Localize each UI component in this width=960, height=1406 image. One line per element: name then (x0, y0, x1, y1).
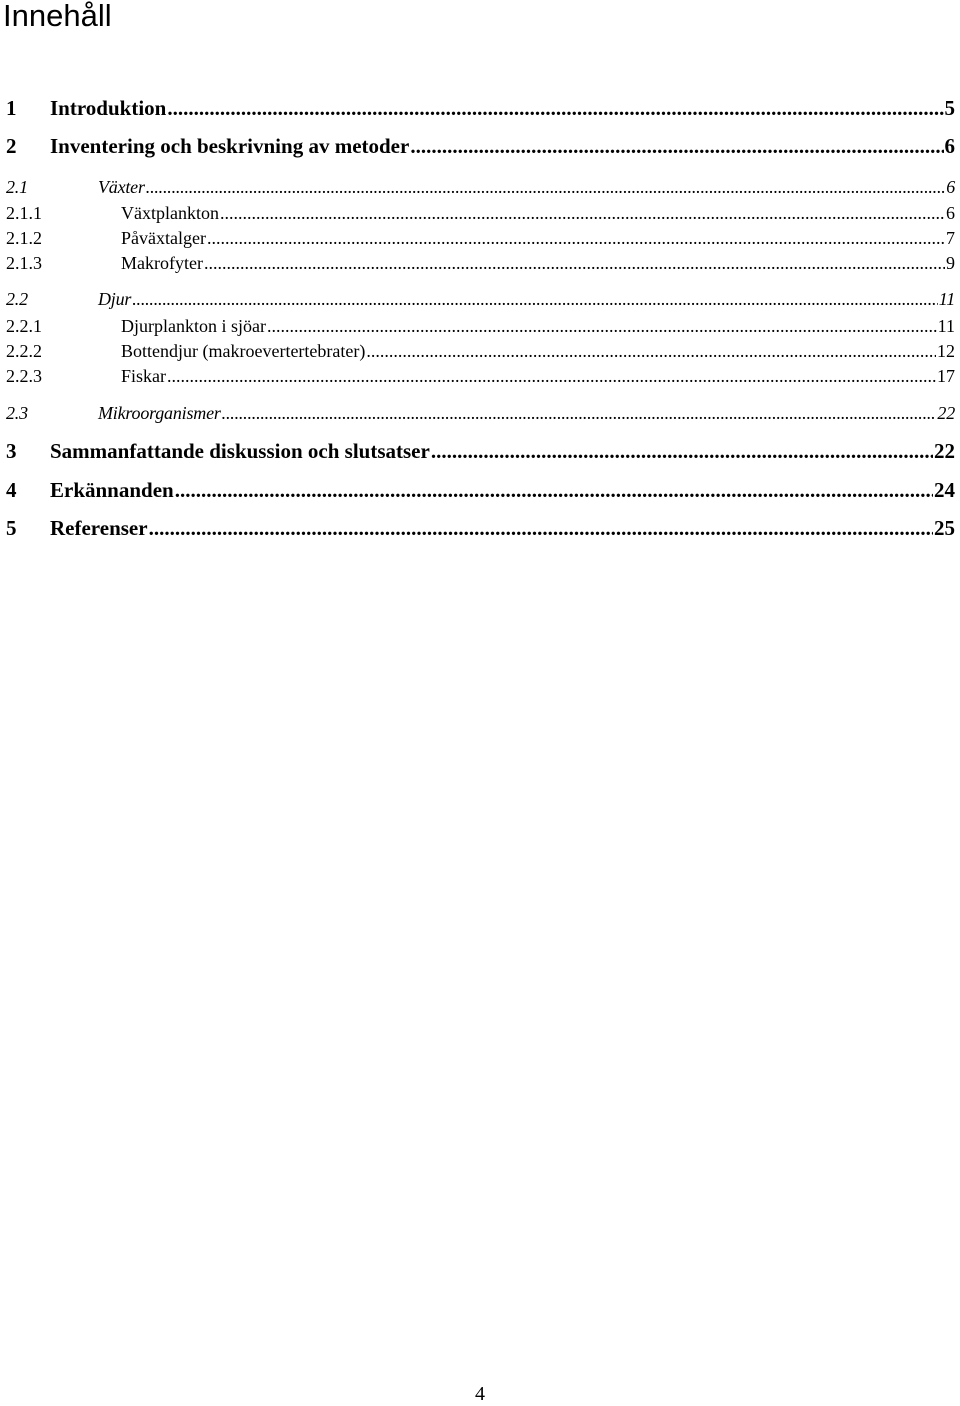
toc-entry-djur[interactable] (6, 287, 955, 311)
toc-title: Djur (98, 289, 132, 309)
toc-page: 24 (934, 478, 955, 502)
toc-entry-djurplankton[interactable] (6, 314, 955, 338)
toc-page: 11 (937, 316, 955, 336)
toc-entry-fiskar[interactable] (6, 364, 955, 388)
toc-title: Referenser (50, 516, 148, 540)
page-title: Innehåll (3, 0, 112, 33)
toc-page: 25 (934, 516, 955, 540)
toc-number: 2 (6, 134, 17, 158)
toc-page: 6 (946, 177, 955, 197)
dot-leader (431, 437, 933, 465)
toc-entry-mikroorganismer[interactable] (6, 401, 955, 425)
dot-leader (366, 339, 936, 363)
toc-title: Fiskar (121, 366, 166, 386)
toc-number: 2.1.1 (6, 203, 42, 223)
toc-number: 2.2.3 (6, 366, 42, 386)
toc-number: 2.1.3 (6, 253, 42, 273)
toc-entry-sammanfattande[interactable] (6, 437, 955, 465)
toc-page: 12 (937, 341, 955, 361)
toc-title: Mikroorganismer (98, 403, 221, 423)
toc-number: 1 (6, 96, 17, 120)
toc-number: 2.3 (6, 403, 28, 423)
toc-entry-referenser[interactable] (6, 514, 955, 542)
dot-leader (222, 401, 937, 425)
toc-entry-inventering[interactable] (6, 132, 955, 160)
dot-leader (220, 201, 945, 225)
toc-title: Makrofyter (121, 253, 203, 273)
toc-number: 5 (6, 516, 17, 540)
toc-title: Introduktion (50, 96, 167, 120)
toc-page: 22 (937, 403, 955, 423)
toc-title: Påväxtalger (121, 228, 206, 248)
toc-page: 17 (937, 366, 955, 386)
dot-leader (149, 514, 933, 542)
toc-number: 4 (6, 478, 17, 502)
toc-number: 3 (6, 439, 17, 463)
toc-page: 6 (944, 134, 955, 158)
toc-number: 2.2.2 (6, 341, 42, 361)
toc-title: Växtplankton (121, 203, 219, 223)
toc-title: Sammanfattande diskussion och slutsatser (50, 439, 430, 463)
toc-entry-pavaxtalger[interactable] (6, 226, 955, 250)
toc-title: Inventering och beskrivning av metoder (50, 134, 410, 158)
toc-entry-erkannanden[interactable] (6, 476, 955, 504)
toc-number: 2.2 (6, 289, 28, 309)
toc-number: 2.1.2 (6, 228, 42, 248)
toc-page: 6 (946, 203, 955, 223)
toc-entry-bottendjur[interactable] (6, 339, 955, 363)
toc-entry-introduktion[interactable] (6, 94, 955, 122)
dot-leader (207, 226, 945, 250)
toc-title: Erkännanden (50, 478, 174, 502)
toc-page: 11 (938, 289, 955, 309)
dot-leader (146, 175, 945, 199)
toc-entry-vaxtplankton[interactable] (6, 201, 955, 225)
toc-page: 22 (934, 439, 955, 463)
dot-leader (175, 476, 933, 504)
toc-title: Djurplankton i sjöar (121, 316, 266, 336)
toc-title: Bottendjur (makroevertertebrater) (121, 341, 366, 361)
dot-leader (410, 132, 943, 160)
dot-leader (267, 314, 937, 338)
dot-leader (167, 364, 936, 388)
page-number: 4 (475, 1383, 485, 1405)
dot-leader (167, 94, 943, 122)
toc-number: 2.1 (6, 177, 28, 197)
dot-leader (204, 251, 945, 275)
toc-entry-vaxter[interactable] (6, 175, 955, 199)
toc-number: 2.2.1 (6, 316, 42, 336)
toc-entry-makrofyter[interactable] (6, 251, 955, 275)
dot-leader (132, 287, 938, 311)
toc-page: 7 (946, 228, 955, 248)
toc-page: 5 (944, 96, 955, 120)
toc-title: Växter (98, 177, 145, 197)
toc-page: 9 (946, 253, 955, 273)
